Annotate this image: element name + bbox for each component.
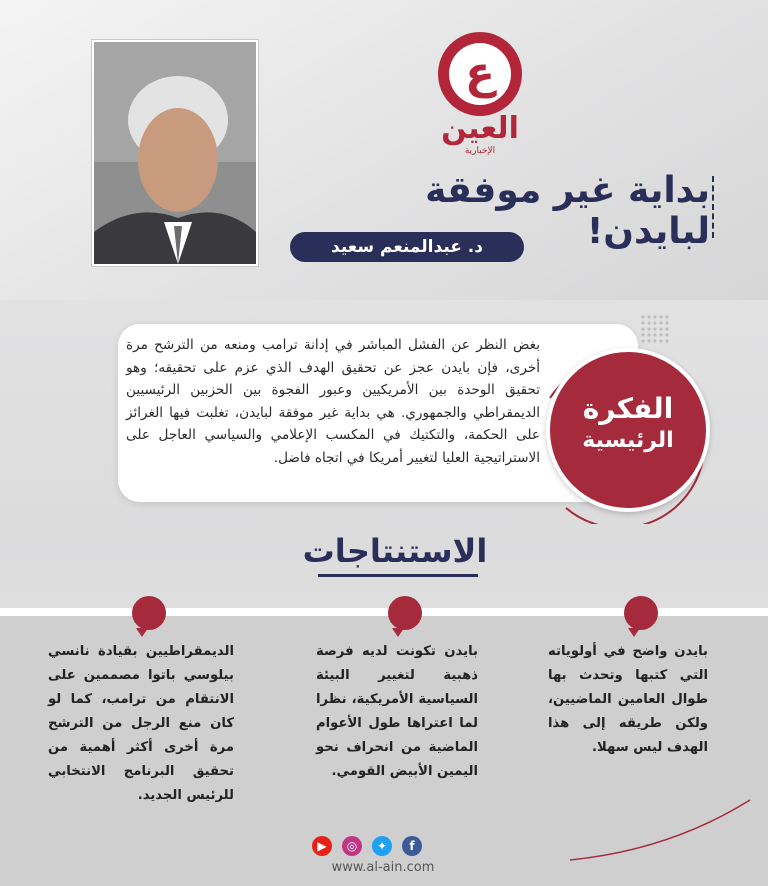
bubble-tail (628, 628, 640, 637)
bubble-tail (136, 628, 148, 637)
decorative-curve (560, 790, 760, 870)
facebook-icon[interactable]: f (402, 836, 422, 856)
conclusions-heading: الاستنتاجات (302, 532, 488, 570)
main-idea-label-line2: الرئيسية (582, 428, 674, 453)
conclusion-1-bubble (624, 596, 658, 637)
author-name-badge: د. عبدالمنعم سعيد (290, 232, 524, 262)
speech-bubble-icon (388, 596, 422, 630)
conclusion-2-bubble (388, 596, 422, 637)
website-link[interactable]: www.al-ain.com (331, 860, 435, 875)
twitter-icon[interactable]: ✦ (372, 836, 392, 856)
speech-bubble-icon (132, 596, 166, 630)
main-idea-text: بغض النظر عن الفشل المباشر في إدانة ترامب ومنعه من الترشح مرة أخرى، فإن بايدن عجز عن تحقيق الهدف الذي عزم على تحقيقه؛ وهو تحقيق الوحدة بين الأمريكيين وعبور الفجوة بين الحزبين الرئيسيين الديمقراطي والجمهوري. هي بداية غير موفقة لبايدن، تغلبت فيها الغرائز على الحكمة، والتكتيك في المكسب الإعلامي والسياسي العاجل على الاستراتيجية العليا لتغيير أمريكا في اتجاه فاضل. (126, 337, 540, 466)
brand-logo (438, 32, 522, 116)
article-title: بداية غير موفقة لبايدن! (425, 170, 710, 252)
youtube-icon[interactable]: ▶ (312, 836, 332, 856)
logo-glyph: ع (449, 43, 511, 105)
instagram-icon[interactable]: ◎ (342, 836, 362, 856)
speech-bubble-icon (624, 596, 658, 630)
title-divider (712, 176, 715, 238)
conclusion-3-bubble (132, 596, 166, 637)
logo-name: العين (441, 111, 519, 146)
author-portrait-icon (94, 42, 256, 264)
conclusion-3-text: الديمقراطيين بقيادة نانسي بيلوسي باتوا مصممين على الانتقام من ترامب، كما لو كان منع الرجل من الترشح مرة أخرى أكثر أهمية من تحقيق البرنامج الانتخابي للرئيس الجديد. (48, 644, 234, 803)
logo-tagline: الإخبارية (464, 146, 496, 156)
author-photo (92, 40, 258, 266)
main-idea-label-line1: الفكرة (582, 392, 674, 425)
conclusions-underline (318, 574, 478, 577)
bubble-tail (392, 628, 404, 637)
conclusion-2-text: بايدن تكونت لديه فرصة ذهبية لتغيير البيئة السياسية الأمريكية، نظرا لما اعتراها طول الأعوام الماضية من انحراف نحو اليمين الأبيض القومي. (316, 644, 478, 779)
conclusion-1-text: بايدن واضح في أولوياته التي كتبها وتحدث بها طوال العامين الماضيين، ولكن طريقه إلى هذا الهدف ليس سهلا. (548, 644, 708, 755)
